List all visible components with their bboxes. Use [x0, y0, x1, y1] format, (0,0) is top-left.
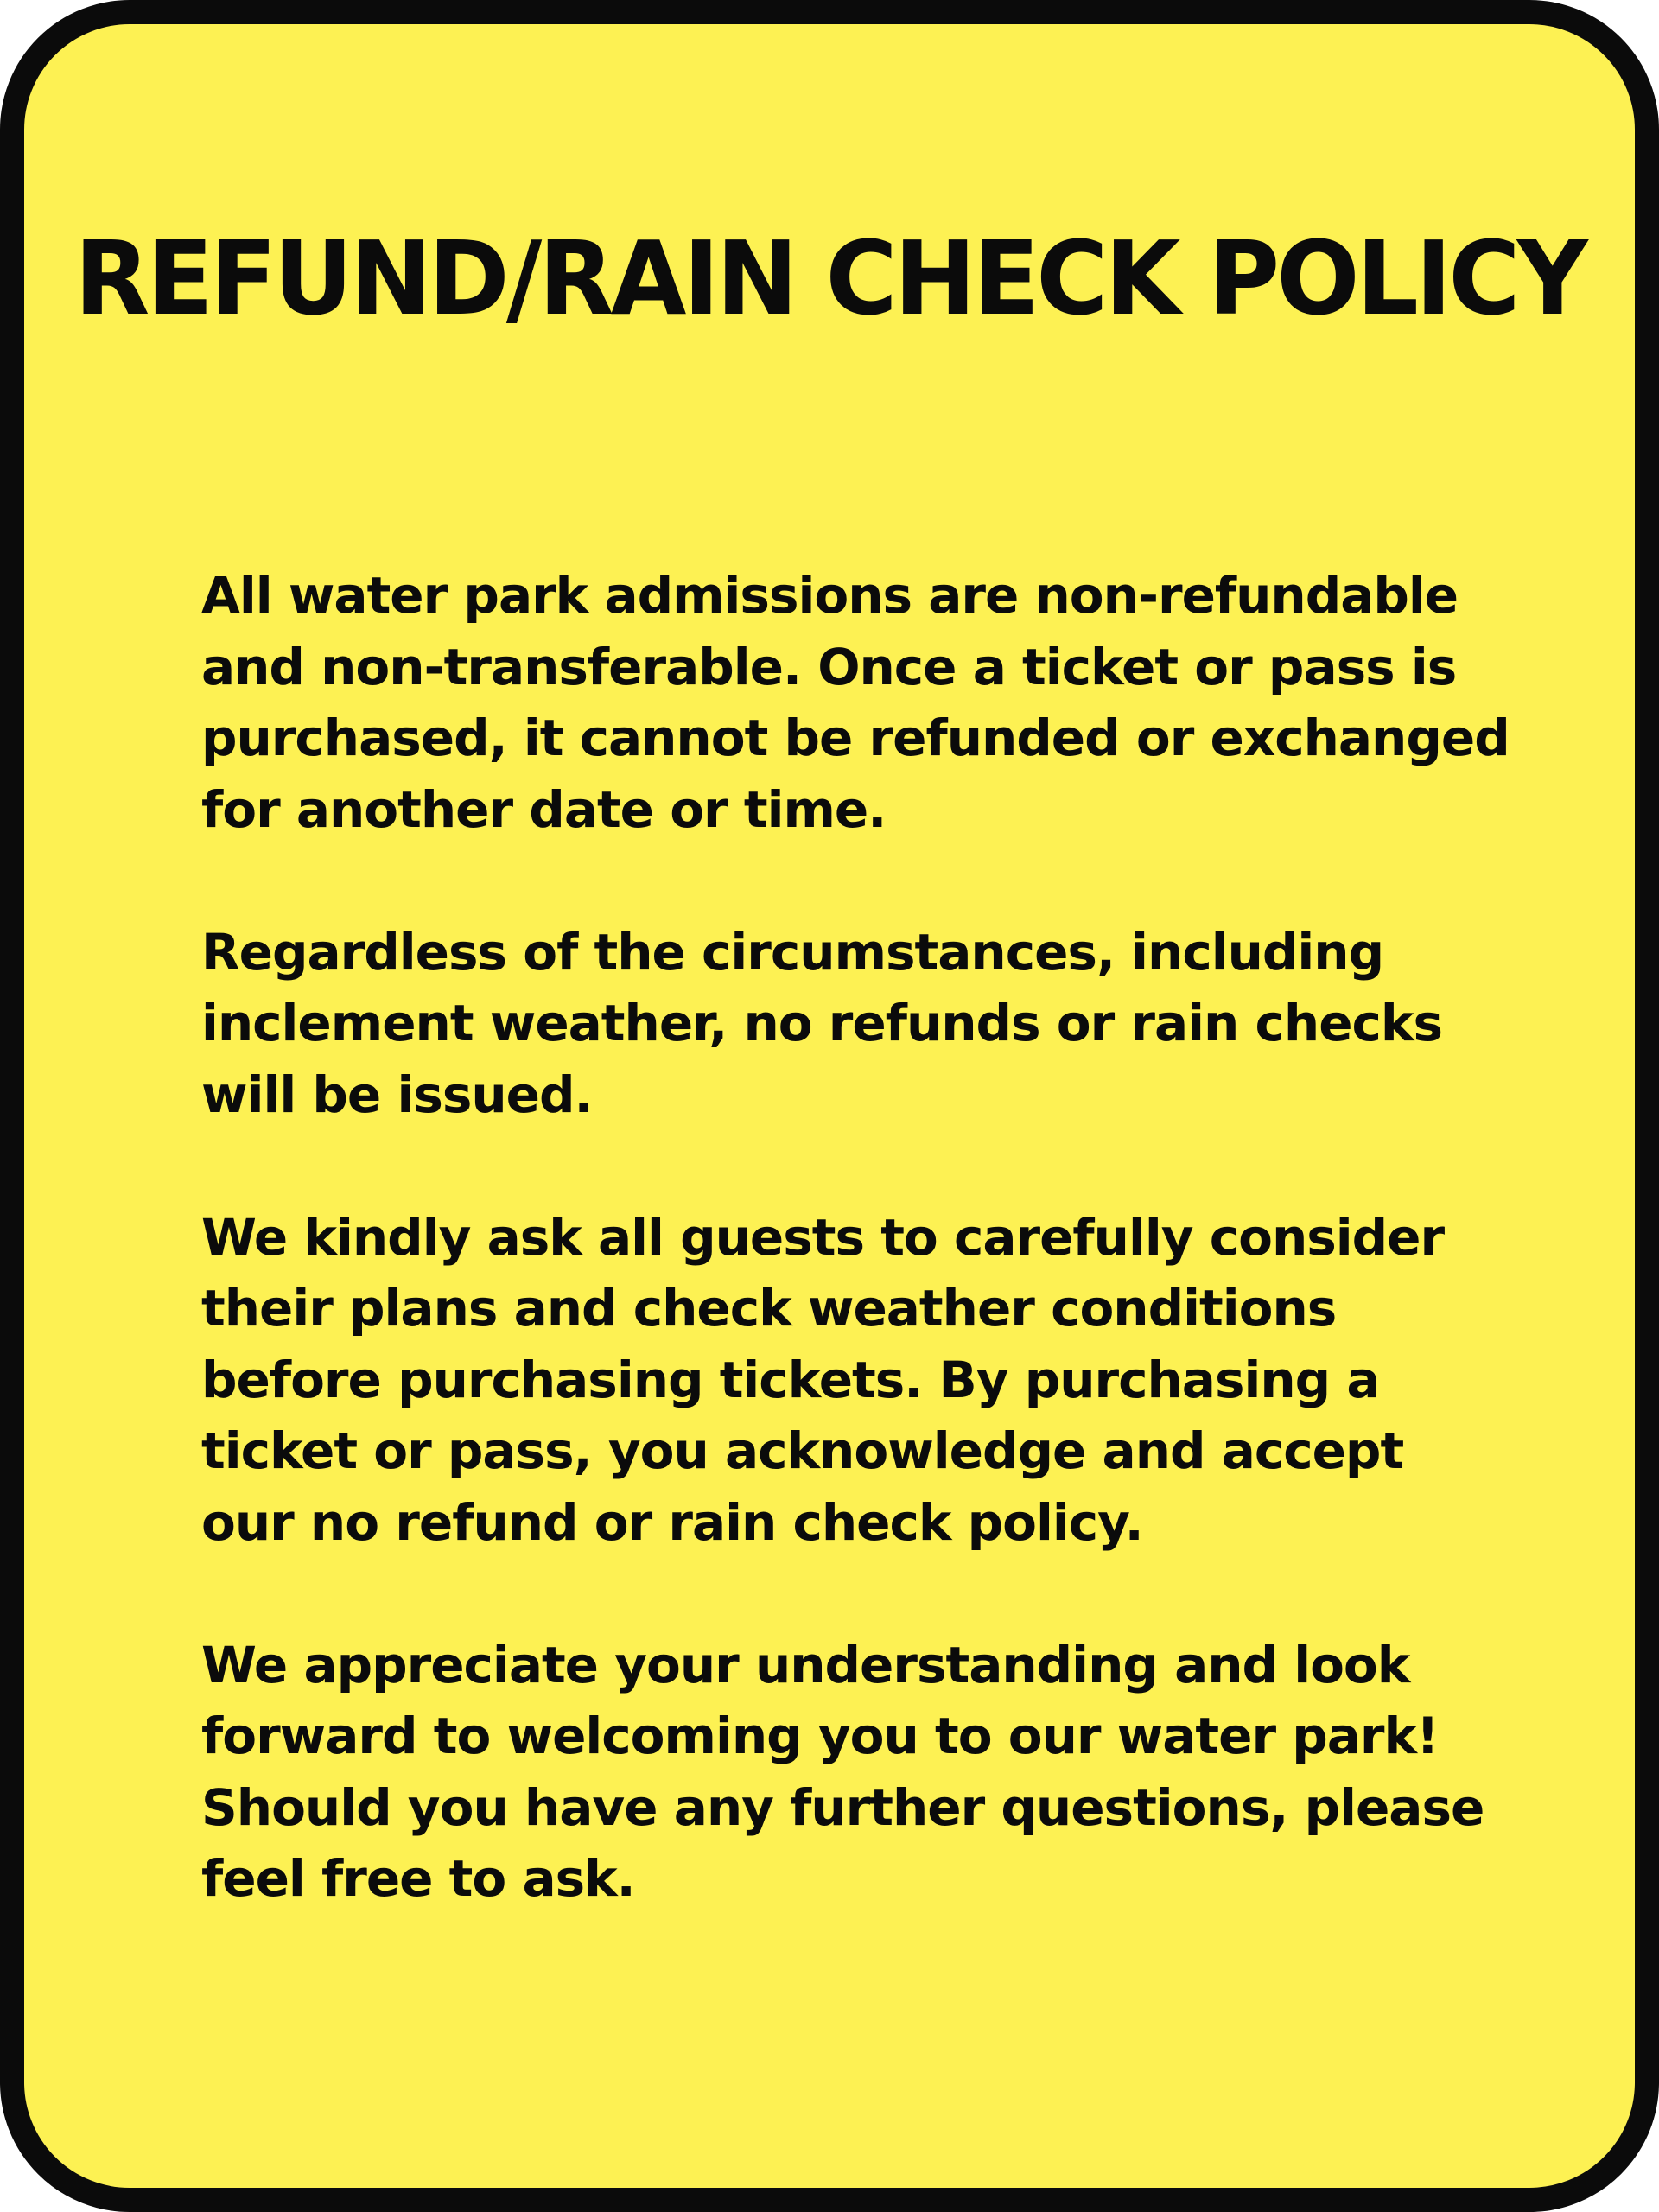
- policy-line: We kindly ask all guests to carefully consider: [201, 1207, 1445, 1267]
- policy-line: ticket or pass, you acknowledge and accept: [201, 1421, 1404, 1480]
- policy-line: feel free to ask.: [201, 1849, 635, 1908]
- policy-line: before purchasing tickets. By purchasing a: [201, 1350, 1380, 1409]
- policy-line: Regardless of the circumstances, including: [201, 922, 1384, 982]
- policy-line: their plans and check weather conditions: [201, 1279, 1337, 1338]
- policy-line: purchased, it cannot be refunded or exchanged: [201, 709, 1510, 767]
- policy-line: forward to welcoming you to our water park!: [201, 1707, 1439, 1765]
- policy-line: We appreciate your understanding and look: [201, 1635, 1410, 1694]
- policy-body: [201, 560, 1549, 1986]
- policy-line: Should you have any further questions, please: [201, 1777, 1484, 1837]
- policy-line: for another date or time.: [201, 779, 887, 839]
- policy-line: will be issued.: [201, 1065, 593, 1124]
- sign-title: REFUND/RAIN CHECK POLICY: [74, 219, 1585, 338]
- policy-line: All water park admissions are non-refundable: [201, 566, 1459, 625]
- policy-line: inclement weather, no refunds or rain checks: [201, 994, 1443, 1052]
- policy-paragraph-weather: [201, 917, 1549, 1131]
- policy-paragraph-admissions: [201, 560, 1549, 845]
- policy-line: and non-transferable. Once a ticket or pass is: [201, 637, 1457, 696]
- policy-paragraph-guests: [201, 1202, 1549, 1559]
- policy-line: our no refund or rain check policy.: [201, 1492, 1143, 1552]
- policy-paragraph-closing: [201, 1630, 1549, 1915]
